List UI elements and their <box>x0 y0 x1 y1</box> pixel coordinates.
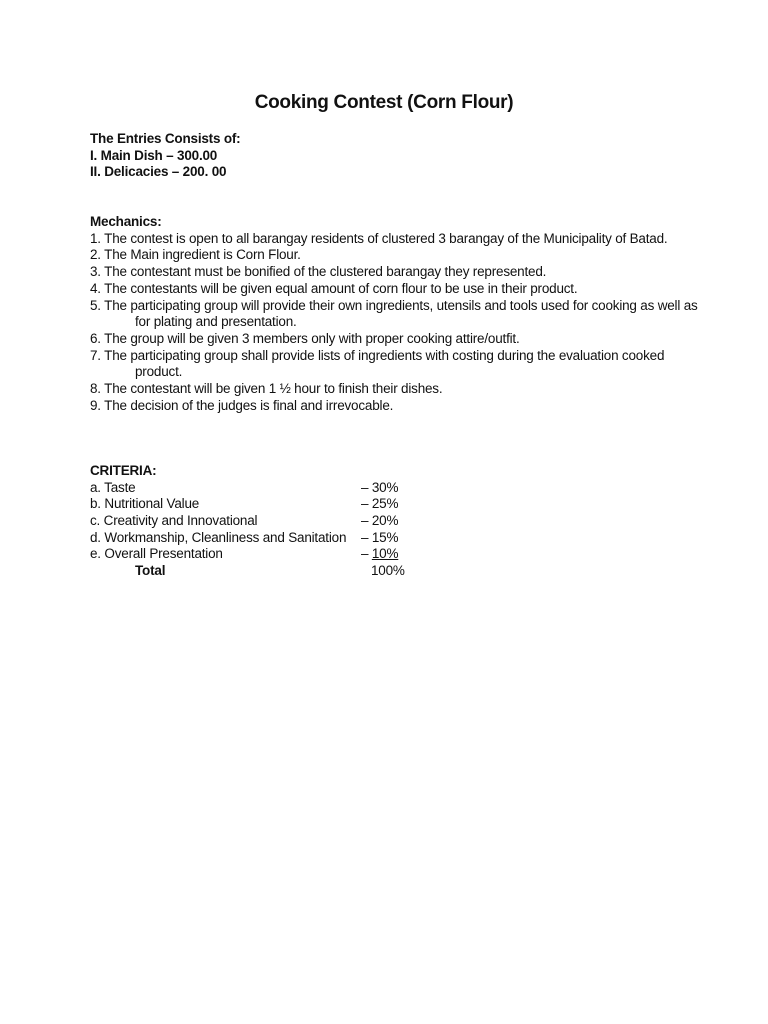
criteria-dash: – <box>361 513 372 529</box>
criteria-percent: 10% <box>371 546 399 562</box>
criteria-dash: – <box>361 496 372 512</box>
mechanics-item-3: 3. The contestant must be bonified of the clustered barangay they represented. <box>90 264 547 280</box>
mechanics-item-7-continued: product. <box>135 364 183 380</box>
criteria-dash: – <box>361 529 372 545</box>
criteria-value <box>361 546 398 563</box>
criteria-value <box>361 530 398 547</box>
criteria-total-row <box>90 563 490 580</box>
document-title: Cooking Contest (Corn Flour) <box>254 92 514 113</box>
criteria-percent: 25% <box>371 496 399 512</box>
criteria-dash: – <box>361 479 372 495</box>
criteria-dash: – <box>361 546 372 562</box>
criteria-percent: 20% <box>371 513 399 529</box>
criteria-percent: 15% <box>371 529 399 545</box>
criteria-label: b. Nutritional Value <box>90 496 200 512</box>
criteria-value <box>361 513 398 530</box>
mechanics-item-9: 9. The decision of the judges is final and irrevocable. <box>90 397 394 413</box>
entries-section <box>90 131 240 181</box>
criteria-total-value: 100% <box>371 563 405 579</box>
criteria-label: a. Taste <box>90 479 136 495</box>
mechanics-item-1: 1. The contest is open to all barangay residents of clustered 3 barangay of the Municipality of Batad. <box>90 230 668 246</box>
entries-heading: The Entries Consists of: <box>90 131 241 146</box>
mechanics-section <box>90 214 698 414</box>
criteria-row-overall-presentation <box>90 546 490 563</box>
criteria-row-taste <box>90 480 490 497</box>
criteria-label: e. Overall Presentation <box>90 546 223 562</box>
criteria-value <box>361 480 398 497</box>
mechanics-item-4: 4. The contestants will be given equal amount of corn flour to be use in their product. <box>90 280 578 296</box>
criteria-heading: CRITERIA: <box>90 463 157 478</box>
entry-main-dish: I. Main Dish – 300.00 <box>90 147 218 163</box>
mechanics-item-7: 7. The participating group shall provide lists of ingredients with costing during the evaluation cooked <box>90 347 665 363</box>
criteria-label: d. Workmanship, Cleanliness and Sanitation <box>90 529 347 545</box>
criteria-percent: 30% <box>371 479 399 495</box>
criteria-value <box>361 496 398 513</box>
criteria-label: c. Creativity and Innovational <box>90 513 258 529</box>
criteria-total-label: Total <box>135 563 166 579</box>
criteria-row-creativity <box>90 513 490 530</box>
criteria-section <box>90 463 490 580</box>
mechanics-heading: Mechanics: <box>90 214 162 229</box>
entry-delicacies: II. Delicacies – 200. 00 <box>90 164 227 180</box>
mechanics-item-2: 2. The Main ingredient is Corn Flour. <box>90 247 301 263</box>
mechanics-item-5: 5. The participating group will provide their own ingredients, utensils and tools used for cooking as well as <box>90 297 698 313</box>
mechanics-item-6: 6. The group will be given 3 members only with proper cooking attire/outfit. <box>90 330 520 346</box>
criteria-row-workmanship <box>90 530 490 547</box>
criteria-row-nutritional-value <box>90 496 490 513</box>
mechanics-item-5-continued: for plating and presentation. <box>135 314 297 330</box>
mechanics-item-8: 8. The contestant will be given 1 ½ hour to finish their dishes. <box>90 381 443 397</box>
